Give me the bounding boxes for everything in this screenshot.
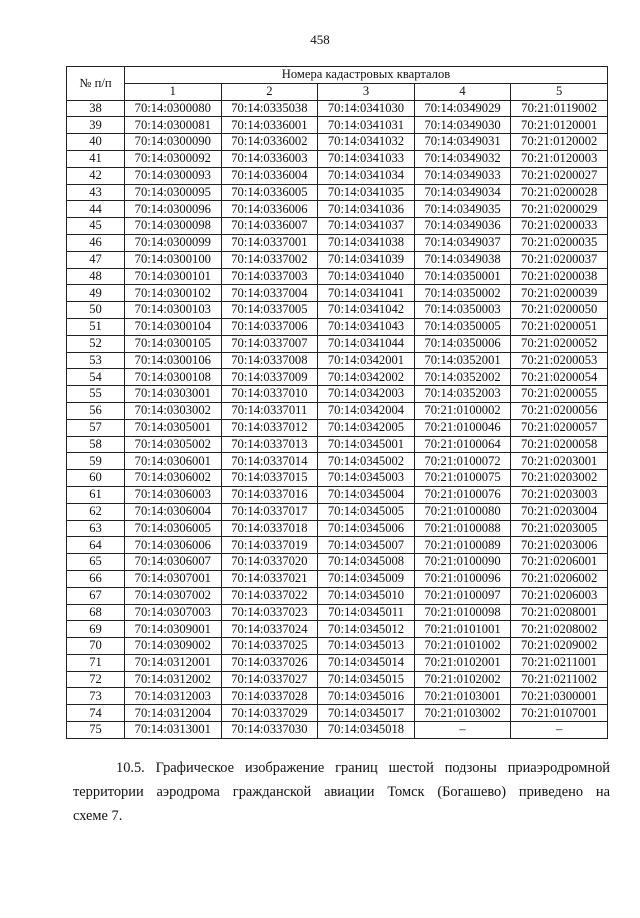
- cadastral-number-cell: 70:14:0337002: [221, 251, 318, 268]
- cadastral-number-cell: 70:14:0345015: [318, 671, 415, 688]
- cadastral-number-cell: 70:21:0200027: [511, 167, 608, 184]
- cadastral-number-cell: 70:14:0345017: [318, 705, 415, 722]
- row-number-cell: 55: [67, 386, 125, 403]
- cadastral-number-cell: 70:14:0341036: [318, 201, 415, 218]
- cadastral-number-cell: 70:14:0336004: [221, 167, 318, 184]
- cadastral-number-cell: 70:14:0342005: [318, 419, 415, 436]
- cadastral-number-cell: 70:21:0100002: [414, 402, 511, 419]
- table-row: [67, 386, 608, 403]
- cadastral-number-cell: 70:14:0345008: [318, 554, 415, 571]
- column-number-cell: 3: [318, 83, 415, 100]
- cadastral-number-cell: 70:14:0341038: [318, 234, 415, 251]
- cadastral-number-cell: 70:14:0336005: [221, 184, 318, 201]
- cadastral-number-cell: 70:14:0342003: [318, 386, 415, 403]
- cadastral-number-cell: 70:21:0102002: [414, 671, 511, 688]
- row-number-cell: 69: [67, 621, 125, 638]
- table-row: [67, 234, 608, 251]
- cadastral-number-cell: 70:21:0100072: [414, 453, 511, 470]
- table-row: [67, 167, 608, 184]
- row-number-cell: 51: [67, 318, 125, 335]
- table-row: [67, 369, 608, 386]
- cadastral-number-cell: 70:14:0300099: [125, 234, 222, 251]
- row-number-cell: 66: [67, 570, 125, 587]
- cadastral-number-cell: 70:14:0300092: [125, 150, 222, 167]
- row-number-cell: 68: [67, 604, 125, 621]
- table-row: [67, 621, 608, 638]
- column-number-cell: 1: [125, 83, 222, 100]
- row-number-cell: 52: [67, 335, 125, 352]
- row-number-cell: 53: [67, 352, 125, 369]
- cadastral-number-cell: 70:14:0337018: [221, 520, 318, 537]
- cadastral-number-cell: 70:21:0100088: [414, 520, 511, 537]
- cadastral-number-cell: 70:21:0208001: [511, 604, 608, 621]
- cadastral-number-cell: 70:14:0300095: [125, 184, 222, 201]
- cadastral-number-cell: 70:14:0345002: [318, 453, 415, 470]
- cadastral-number-cell: 70:14:0306007: [125, 554, 222, 571]
- cadastral-number-cell: 70:14:0341032: [318, 134, 415, 151]
- cadastral-number-cell: 70:21:0100076: [414, 486, 511, 503]
- cadastral-number-cell: 70:21:0100090: [414, 554, 511, 571]
- cadastral-number-cell: 70:14:0335038: [221, 100, 318, 117]
- row-number-cell: 70: [67, 638, 125, 655]
- cadastral-number-cell: 70:21:0206001: [511, 554, 608, 571]
- table-row: [67, 688, 608, 705]
- cadastral-number-cell: 70:21:0100075: [414, 470, 511, 487]
- cadastral-number-cell: 70:14:0350005: [414, 318, 511, 335]
- cadastral-number-cell: 70:21:0120002: [511, 134, 608, 151]
- cadastral-number-cell: 70:14:0337015: [221, 470, 318, 487]
- row-number-cell: 43: [67, 184, 125, 201]
- cadastral-number-cell: 70:21:0300001: [511, 688, 608, 705]
- cadastral-number-cell: 70:21:0103001: [414, 688, 511, 705]
- cadastral-number-cell: 70:14:0336002: [221, 134, 318, 151]
- cadastral-number-cell: 70:14:0337021: [221, 570, 318, 587]
- cadastral-number-cell: 70:14:0337030: [221, 722, 318, 739]
- row-number-cell: 58: [67, 436, 125, 453]
- cadastral-number-cell: 70:14:0305001: [125, 419, 222, 436]
- table-row: [67, 638, 608, 655]
- num-column-header: № п/п: [67, 67, 125, 101]
- cadastral-number-cell: 70:14:0337024: [221, 621, 318, 638]
- cadastral-quarters-table-container: [66, 66, 607, 739]
- cadastral-number-cell: 70:14:0307001: [125, 570, 222, 587]
- table-row: [67, 486, 608, 503]
- cadastral-number-cell: 70:14:0337016: [221, 486, 318, 503]
- cadastral-number-cell: 70:14:0300100: [125, 251, 222, 268]
- cadastral-number-cell: 70:14:0313001: [125, 722, 222, 739]
- table-row: [67, 402, 608, 419]
- cadastral-number-cell: –: [511, 722, 608, 739]
- section-paragraph: [73, 756, 610, 828]
- cadastral-number-cell: 70:14:0337003: [221, 268, 318, 285]
- row-number-cell: 42: [67, 167, 125, 184]
- table-row: [67, 251, 608, 268]
- cadastral-number-cell: 70:21:0100046: [414, 419, 511, 436]
- cadastral-number-cell: 70:14:0342002: [318, 369, 415, 386]
- cadastral-number-cell: 70:14:0345009: [318, 570, 415, 587]
- cadastral-number-cell: 70:14:0300093: [125, 167, 222, 184]
- cadastral-number-cell: 70:21:0103002: [414, 705, 511, 722]
- table-row: [67, 302, 608, 319]
- cadastral-number-cell: 70:14:0349038: [414, 251, 511, 268]
- row-number-cell: 59: [67, 453, 125, 470]
- table-row: [67, 268, 608, 285]
- cadastral-number-cell: 70:14:0337017: [221, 503, 318, 520]
- row-number-cell: 74: [67, 705, 125, 722]
- cadastral-number-cell: 70:14:0345014: [318, 654, 415, 671]
- cadastral-number-cell: 70:14:0337019: [221, 537, 318, 554]
- table-row: [67, 419, 608, 436]
- cadastral-number-cell: 70:21:0200028: [511, 184, 608, 201]
- cadastral-number-cell: 70:14:0336007: [221, 218, 318, 235]
- cadastral-number-cell: 70:14:0306006: [125, 537, 222, 554]
- cadastral-number-cell: 70:14:0337013: [221, 436, 318, 453]
- cadastral-number-cell: 70:14:0336001: [221, 117, 318, 134]
- cadastral-number-cell: 70:14:0349031: [414, 134, 511, 151]
- cadastral-number-cell: 70:14:0349034: [414, 184, 511, 201]
- cadastral-number-cell: 70:14:0349033: [414, 167, 511, 184]
- table-row: [67, 318, 608, 335]
- cadastral-number-cell: 70:21:0211001: [511, 654, 608, 671]
- row-number-cell: 67: [67, 587, 125, 604]
- table-row: [67, 537, 608, 554]
- cadastral-number-cell: 70:14:0345016: [318, 688, 415, 705]
- cadastral-number-cell: 70:14:0345004: [318, 486, 415, 503]
- table-row: [67, 671, 608, 688]
- cadastral-number-cell: 70:21:0200055: [511, 386, 608, 403]
- row-number-cell: 57: [67, 419, 125, 436]
- cadastral-number-cell: 70:21:0102001: [414, 654, 511, 671]
- cadastral-number-cell: 70:21:0200052: [511, 335, 608, 352]
- table-body: [67, 100, 608, 738]
- cadastral-number-cell: 70:14:0345010: [318, 587, 415, 604]
- cadastral-number-cell: 70:14:0336003: [221, 150, 318, 167]
- cadastral-number-cell: 70:21:0107001: [511, 705, 608, 722]
- cadastral-number-cell: 70:14:0337008: [221, 352, 318, 369]
- cadastral-number-cell: 70:14:0300098: [125, 218, 222, 235]
- table-row: [67, 470, 608, 487]
- cadastral-number-cell: 70:21:0203005: [511, 520, 608, 537]
- table-row: [67, 352, 608, 369]
- cadastral-number-cell: 70:14:0305002: [125, 436, 222, 453]
- cadastral-number-cell: 70:14:0349035: [414, 201, 511, 218]
- cadastral-number-cell: 70:21:0200050: [511, 302, 608, 319]
- table-row: [67, 705, 608, 722]
- cadastral-number-cell: 70:21:0101002: [414, 638, 511, 655]
- row-number-cell: 71: [67, 654, 125, 671]
- table-row: [67, 184, 608, 201]
- row-number-cell: 38: [67, 100, 125, 117]
- cadastral-number-cell: 70:14:0300105: [125, 335, 222, 352]
- cadastral-number-cell: 70:14:0300108: [125, 369, 222, 386]
- cadastral-number-cell: 70:14:0352003: [414, 386, 511, 403]
- cadastral-number-cell: 70:21:0101001: [414, 621, 511, 638]
- cadastral-number-cell: 70:14:0349032: [414, 150, 511, 167]
- cadastral-number-cell: 70:14:0337007: [221, 335, 318, 352]
- row-number-cell: 56: [67, 402, 125, 419]
- row-number-cell: 50: [67, 302, 125, 319]
- cadastral-number-cell: 70:21:0203006: [511, 537, 608, 554]
- cadastral-number-cell: 70:14:0341037: [318, 218, 415, 235]
- table-row: [67, 453, 608, 470]
- table-row: [67, 503, 608, 520]
- cadastral-number-cell: 70:21:0120003: [511, 150, 608, 167]
- cadastral-number-cell: 70:21:0100064: [414, 436, 511, 453]
- cadastral-number-cell: 70:14:0312003: [125, 688, 222, 705]
- cadastral-number-cell: 70:14:0337028: [221, 688, 318, 705]
- row-number-cell: 63: [67, 520, 125, 537]
- cadastral-number-cell: 70:21:0100096: [414, 570, 511, 587]
- cadastral-number-cell: 70:21:0206003: [511, 587, 608, 604]
- cadastral-number-cell: 70:14:0303002: [125, 402, 222, 419]
- row-number-cell: 65: [67, 554, 125, 571]
- cadastral-number-cell: 70:21:0206002: [511, 570, 608, 587]
- cadastral-number-cell: 70:21:0203003: [511, 486, 608, 503]
- row-number-cell: 72: [67, 671, 125, 688]
- cadastral-number-cell: 70:14:0341039: [318, 251, 415, 268]
- cadastral-number-cell: 70:14:0352002: [414, 369, 511, 386]
- cadastral-number-cell: 70:14:0307002: [125, 587, 222, 604]
- table-row: [67, 520, 608, 537]
- cadastral-number-cell: 70:14:0341033: [318, 150, 415, 167]
- row-number-cell: 45: [67, 218, 125, 235]
- row-number-cell: 48: [67, 268, 125, 285]
- column-number-cell: 5: [511, 83, 608, 100]
- table-row: [67, 201, 608, 218]
- table-row: [67, 100, 608, 117]
- row-number-cell: 62: [67, 503, 125, 520]
- cadastral-number-cell: 70:14:0352001: [414, 352, 511, 369]
- cadastral-number-cell: 70:14:0337005: [221, 302, 318, 319]
- cadastral-number-cell: 70:14:0306004: [125, 503, 222, 520]
- cadastral-number-cell: 70:14:0337001: [221, 234, 318, 251]
- cadastral-number-cell: 70:14:0306003: [125, 486, 222, 503]
- cadastral-number-cell: 70:14:0337020: [221, 554, 318, 571]
- cadastral-number-cell: 70:14:0337025: [221, 638, 318, 655]
- column-number-cell: 2: [221, 83, 318, 100]
- cadastral-number-cell: 70:21:0119002: [511, 100, 608, 117]
- table-row: [67, 654, 608, 671]
- cadastral-number-cell: 70:14:0341030: [318, 100, 415, 117]
- cadastral-number-cell: 70:21:0100080: [414, 503, 511, 520]
- cadastral-number-cell: 70:14:0350002: [414, 285, 511, 302]
- cadastral-number-cell: 70:14:0300081: [125, 117, 222, 134]
- cadastral-number-cell: 70:21:0200035: [511, 234, 608, 251]
- table-row: [67, 570, 608, 587]
- cadastral-number-cell: 70:14:0349030: [414, 117, 511, 134]
- cadastral-number-cell: 70:21:0100089: [414, 537, 511, 554]
- cadastral-number-cell: 70:14:0300104: [125, 318, 222, 335]
- page-number: 458: [310, 32, 330, 47]
- table-row: [67, 722, 608, 739]
- cadastral-number-cell: 70:14:0300080: [125, 100, 222, 117]
- cadastral-number-cell: 70:14:0306002: [125, 470, 222, 487]
- table-row: [67, 436, 608, 453]
- row-number-cell: 39: [67, 117, 125, 134]
- table-row: [67, 285, 608, 302]
- cadastral-number-cell: 70:14:0337004: [221, 285, 318, 302]
- cadastral-number-cell: 70:14:0345005: [318, 503, 415, 520]
- cadastral-number-cell: 70:14:0350001: [414, 268, 511, 285]
- cadastral-number-cell: 70:21:0209002: [511, 638, 608, 655]
- cadastral-number-cell: 70:14:0349036: [414, 218, 511, 235]
- cadastral-number-cell: 70:14:0312004: [125, 705, 222, 722]
- cadastral-number-cell: 70:14:0337014: [221, 453, 318, 470]
- cadastral-number-cell: 70:14:0341042: [318, 302, 415, 319]
- cadastral-number-cell: 70:14:0337027: [221, 671, 318, 688]
- table-row: [67, 134, 608, 151]
- cadastral-number-cell: 70:14:0345012: [318, 621, 415, 638]
- table-row: [67, 335, 608, 352]
- row-number-cell: 64: [67, 537, 125, 554]
- cadastral-number-cell: 70:14:0309001: [125, 621, 222, 638]
- cadastral-number-cell: 70:14:0345011: [318, 604, 415, 621]
- cadastral-number-cell: 70:14:0337026: [221, 654, 318, 671]
- cadastral-number-cell: 70:14:0300103: [125, 302, 222, 319]
- cadastral-number-cell: 70:14:0345018: [318, 722, 415, 739]
- table-row: [67, 150, 608, 167]
- cadastral-number-cell: 70:14:0345006: [318, 520, 415, 537]
- cadastral-number-cell: 70:21:0200054: [511, 369, 608, 386]
- cadastral-number-cell: 70:21:0200051: [511, 318, 608, 335]
- cadastral-number-cell: 70:14:0306005: [125, 520, 222, 537]
- table-row: [67, 604, 608, 621]
- cadastral-number-cell: 70:14:0309002: [125, 638, 222, 655]
- row-number-cell: 46: [67, 234, 125, 251]
- cadastral-number-cell: 70:21:0211002: [511, 671, 608, 688]
- cadastral-number-cell: 70:14:0300106: [125, 352, 222, 369]
- cadastral-number-cell: 70:21:0200053: [511, 352, 608, 369]
- cadastral-number-cell: 70:14:0336006: [221, 201, 318, 218]
- cadastral-number-cell: 70:14:0300102: [125, 285, 222, 302]
- table-row: [67, 218, 608, 235]
- cadastral-number-cell: 70:14:0345007: [318, 537, 415, 554]
- row-number-cell: 61: [67, 486, 125, 503]
- paragraph-line: 10.5. Графическое изображение границ шестой подзоны приаэродромной: [116, 760, 610, 776]
- cadastral-number-cell: 70:21:0203002: [511, 470, 608, 487]
- cadastral-number-cell: 70:14:0337022: [221, 587, 318, 604]
- cadastral-number-cell: 70:14:0337011: [221, 402, 318, 419]
- cadastral-number-cell: 70:14:0337023: [221, 604, 318, 621]
- column-number-cell: 4: [414, 83, 511, 100]
- cadastral-number-cell: 70:21:0120001: [511, 117, 608, 134]
- row-number-cell: 60: [67, 470, 125, 487]
- table-row: [67, 554, 608, 571]
- row-number-cell: 41: [67, 150, 125, 167]
- cadastral-number-cell: 70:14:0341040: [318, 268, 415, 285]
- cadastral-number-cell: 70:14:0337012: [221, 419, 318, 436]
- row-number-cell: 73: [67, 688, 125, 705]
- cadastral-number-cell: 70:14:0300090: [125, 134, 222, 151]
- cadastral-number-cell: 70:14:0306001: [125, 453, 222, 470]
- row-number-cell: 47: [67, 251, 125, 268]
- table-row: [67, 587, 608, 604]
- cadastral-number-cell: 70:14:0349037: [414, 234, 511, 251]
- cadastral-number-cell: 70:14:0312002: [125, 671, 222, 688]
- cadastral-number-cell: 70:14:0342004: [318, 402, 415, 419]
- cadastral-number-cell: –: [414, 722, 511, 739]
- cadastral-number-cell: 70:21:0100098: [414, 604, 511, 621]
- cadastral-number-cell: 70:21:0200056: [511, 402, 608, 419]
- table-row: [67, 117, 608, 134]
- cadastral-number-cell: 70:14:0300096: [125, 201, 222, 218]
- cadastral-number-cell: 70:14:0345003: [318, 470, 415, 487]
- cadastral-number-cell: 70:14:0300101: [125, 268, 222, 285]
- cadastral-number-cell: 70:21:0200037: [511, 251, 608, 268]
- table-header: [67, 67, 608, 101]
- cadastral-number-cell: 70:14:0350006: [414, 335, 511, 352]
- row-number-cell: 49: [67, 285, 125, 302]
- cadastral-number-cell: 70:14:0341035: [318, 184, 415, 201]
- cadastral-number-cell: 70:14:0349029: [414, 100, 511, 117]
- row-number-cell: 40: [67, 134, 125, 151]
- cadastral-number-cell: 70:21:0100097: [414, 587, 511, 604]
- cadastral-number-cell: 70:14:0341031: [318, 117, 415, 134]
- cadastral-number-cell: 70:21:0208002: [511, 621, 608, 638]
- cadastral-number-cell: 70:21:0200057: [511, 419, 608, 436]
- cadastral-number-cell: 70:21:0200039: [511, 285, 608, 302]
- cadastral-number-cell: 70:21:0200058: [511, 436, 608, 453]
- cadastral-number-cell: 70:14:0342001: [318, 352, 415, 369]
- cadastral-number-cell: 70:14:0341034: [318, 167, 415, 184]
- cadastral-number-cell: 70:21:0203001: [511, 453, 608, 470]
- cadastral-number-cell: 70:14:0341043: [318, 318, 415, 335]
- paragraph-line: территории аэродрома гражданской авиации Томск (Богашево) приведено на: [73, 784, 610, 800]
- row-number-cell: 44: [67, 201, 125, 218]
- cadastral-number-cell: 70:21:0203004: [511, 503, 608, 520]
- cadastral-number-cell: 70:14:0337006: [221, 318, 318, 335]
- cadastral-number-cell: 70:14:0312001: [125, 654, 222, 671]
- cadastral-quarters-table: [66, 66, 608, 739]
- cadastral-numbers-group-header: Номера кадастровых кварталов: [125, 67, 608, 84]
- cadastral-number-cell: 70:21:0200033: [511, 218, 608, 235]
- cadastral-number-cell: 70:14:0307003: [125, 604, 222, 621]
- cadastral-number-cell: 70:14:0337029: [221, 705, 318, 722]
- cadastral-number-cell: 70:14:0303001: [125, 386, 222, 403]
- paragraph-line: схеме 7.: [73, 808, 123, 824]
- cadastral-number-cell: 70:14:0350003: [414, 302, 511, 319]
- row-number-cell: 75: [67, 722, 125, 739]
- column-number-row: [67, 83, 608, 100]
- cadastral-number-cell: 70:14:0345013: [318, 638, 415, 655]
- cadastral-number-cell: 70:21:0200029: [511, 201, 608, 218]
- cadastral-number-cell: 70:14:0345001: [318, 436, 415, 453]
- row-number-cell: 54: [67, 369, 125, 386]
- cadastral-number-cell: 70:21:0200038: [511, 268, 608, 285]
- cadastral-number-cell: 70:14:0337010: [221, 386, 318, 403]
- cadastral-number-cell: 70:14:0341044: [318, 335, 415, 352]
- cadastral-number-cell: 70:14:0341041: [318, 285, 415, 302]
- cadastral-number-cell: 70:14:0337009: [221, 369, 318, 386]
